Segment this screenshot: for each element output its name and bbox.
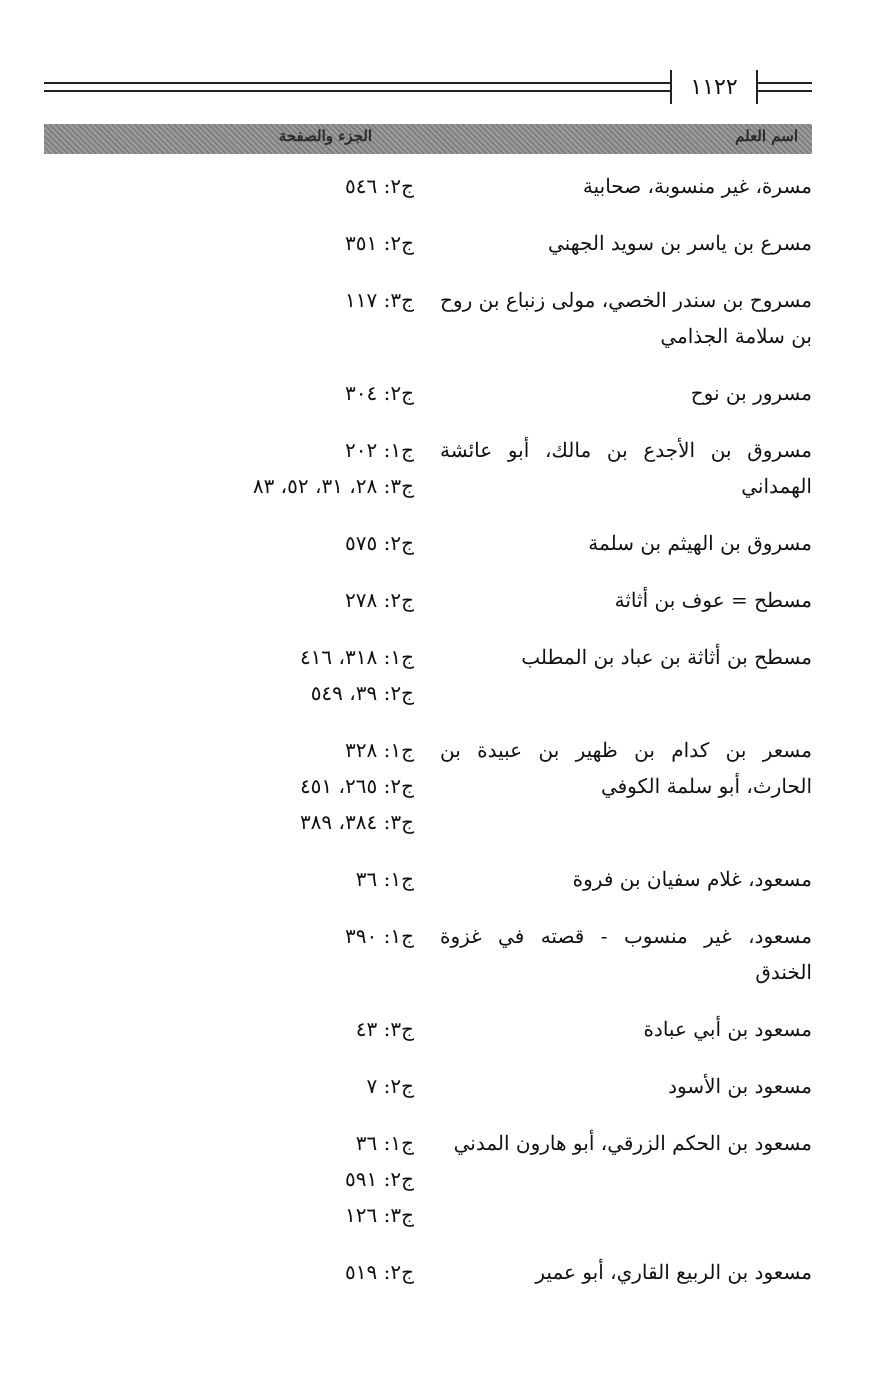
entry-reference: ج٣: ٤٣ (355, 1017, 414, 1041)
entry-reference: ج٢: ٧ (366, 1074, 414, 1098)
entry-reference: ج٢: ٥٩١ (344, 1167, 414, 1191)
entry-name: مسرع بن ياسر بن سويد الجهني (548, 231, 812, 255)
entry-references (114, 432, 414, 504)
entry-reference: ج٣: ٣٨٤، ٣٨٩ (299, 810, 414, 834)
entry-reference: ج١: ٣٩٠ (344, 924, 414, 948)
entry-references (114, 732, 414, 840)
entry-name: مسعود، غير منسوب - قصته في غزوة الخندق (440, 924, 812, 984)
index-entry (44, 861, 812, 897)
entry-name: مسطح = عوف بن أثاثة (614, 588, 812, 612)
entry-references (114, 282, 414, 318)
entry-references (114, 1068, 414, 1104)
entry-references (114, 1011, 414, 1047)
entry-name: مسعر بن كدام بن ظهير بن عبيدة بن الحارث، أبو سلمة الكوفي (440, 738, 812, 798)
entry-reference: ج٢: ٢٦٥، ٤٥١ (299, 774, 414, 798)
entry-reference: ج٢: ٥٤٦ (344, 174, 414, 198)
entry-references (114, 582, 414, 618)
entry-reference: ج١: ٣٦ (355, 867, 414, 891)
index-entry (44, 168, 812, 204)
entry-name: مسعود بن الربيع القاري، أبو عمير (535, 1260, 812, 1284)
entry-references (114, 1254, 414, 1290)
entry-reference: ج١: ٢٠٢ (344, 438, 414, 462)
entry-name: مسعود، غلام سفيان بن فروة (572, 867, 812, 891)
index-entry (44, 282, 812, 354)
entry-reference: ج٢: ٥١٩ (344, 1260, 414, 1284)
entry-references (114, 168, 414, 204)
index-entry (44, 432, 812, 504)
entry-reference: ج٢: ٣٥١ (344, 231, 414, 255)
entry-reference: ج٢: ٣٩، ٥٤٩ (310, 681, 414, 705)
index-entry (44, 1125, 812, 1233)
header-rule-right (756, 82, 812, 92)
entry-reference: ج٢: ٣٠٤ (344, 381, 414, 405)
entry-name: مسعود بن أبي عبادة (643, 1017, 812, 1041)
index-entry (44, 1068, 812, 1104)
header-rule-left (44, 82, 670, 92)
column-header-bar (44, 124, 812, 154)
index-entry (44, 639, 812, 711)
index-entries (44, 168, 812, 1311)
entry-reference: ج١: ٣٦ (355, 1131, 414, 1155)
entry-name: مسروق بن الهيثم بن سلمة (588, 531, 812, 555)
entry-name: مسروق بن الأجدع بن مالك، أبو عائشة الهمداني (440, 438, 812, 498)
entry-reference: ج١: ٣٢٨ (344, 738, 414, 762)
column-header-name: اسم العلم (735, 127, 798, 145)
entry-references (114, 918, 414, 954)
index-entry (44, 225, 812, 261)
index-entry (44, 918, 812, 990)
entry-name: مسعود بن الأسود (668, 1074, 812, 1098)
entry-reference: ج٣: ٢٨، ٣١، ٥٢، ٨٣ (252, 474, 414, 498)
entry-references (114, 375, 414, 411)
entry-references (114, 861, 414, 897)
entry-references (114, 1125, 414, 1233)
entry-references (114, 225, 414, 261)
entry-name: مسرة، غير منسوبة، صحابية (582, 174, 812, 198)
entry-name: مسعود بن الحكم الزرقي، أبو هارون المدني (453, 1131, 812, 1155)
index-entry (44, 1011, 812, 1047)
column-header-reference: الجزء والصفحة (278, 127, 372, 145)
entry-reference: ج٣: ١١٧ (344, 288, 414, 312)
entry-reference: ج٢: ٥٧٥ (344, 531, 414, 555)
entry-references (114, 525, 414, 561)
index-entry (44, 525, 812, 561)
entry-reference: ج٢: ٢٧٨ (344, 588, 414, 612)
index-entry (44, 732, 812, 840)
index-entry (44, 375, 812, 411)
entry-name: مسطح بن أثاثة بن عباد بن المطلب (521, 645, 812, 669)
index-entry (44, 582, 812, 618)
page-number: ١١٢٢ (670, 70, 758, 104)
index-entry (44, 1254, 812, 1290)
entry-reference: ج١: ٣١٨، ٤١٦ (299, 645, 414, 669)
entry-reference: ج٣: ١٢٦ (344, 1203, 414, 1227)
page-header (44, 70, 812, 106)
entry-name: مسرور بن نوح (690, 381, 812, 405)
entry-name: مسروح بن سندر الخصي، مولى زنباع بن روح بن سلامة الجذامي (440, 288, 812, 348)
entry-references (114, 639, 414, 711)
